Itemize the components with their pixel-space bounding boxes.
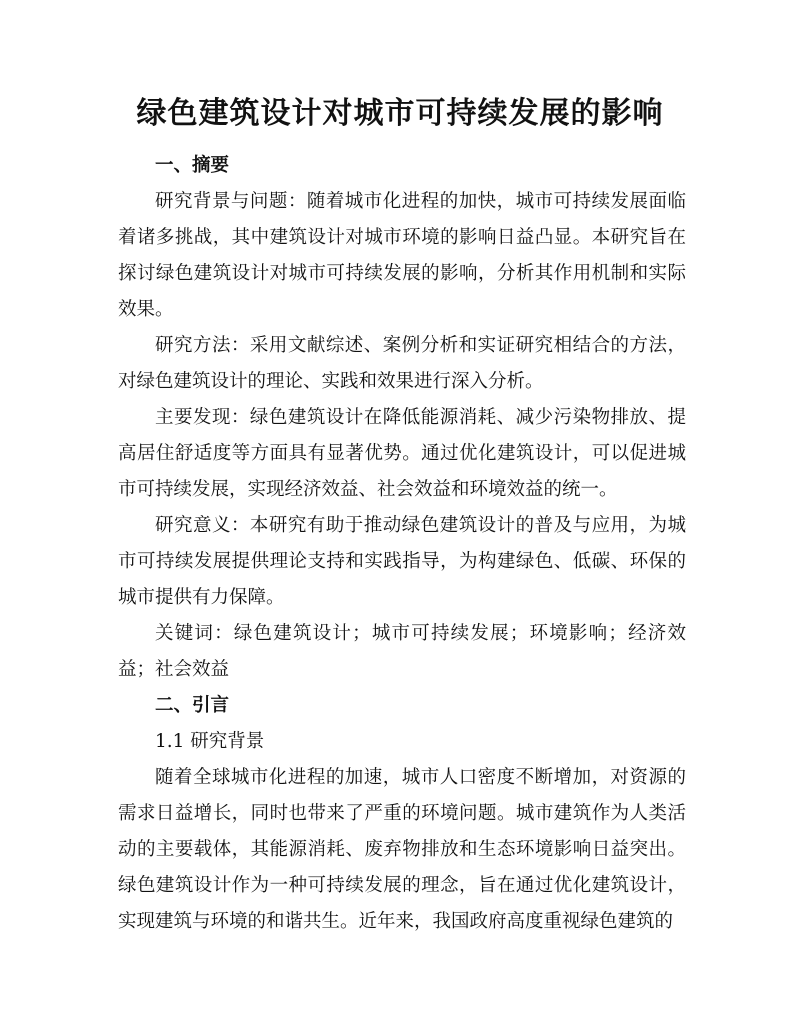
document-body xyxy=(118,148,686,940)
document-title: 绿色建筑设计对城市可持续发展的影响 xyxy=(136,96,664,131)
paragraph-method: 研究方法：采用文献综述、案例分析和实证研究相结合的方法，对绿色建筑设计的理论、实践和效果进行深入分析。 xyxy=(118,335,686,392)
paragraph-keywords: 关键词：绿色建筑设计；城市可持续发展；环境影响；经济效益；社会效益 xyxy=(118,623,686,680)
paragraph-intro-background: 随着全球城市化进程的加速，城市人口密度不断增加，对资源的需求日益增长，同时也带来了严重的环境问题。城市建筑作为人类活动的主要载体，其能源消耗、废弃物排放和生态环境影响日益突出。绿色建筑设计作为一种可持续发展的理念，旨在通过优化建筑设计，实现建筑与环境的和谐共生。近年来，我国政府高度重视绿色建筑的 xyxy=(118,767,686,932)
section-heading-abstract: 一、摘要 xyxy=(155,155,230,176)
section-heading-introduction: 二、引言 xyxy=(155,695,230,716)
paragraph-findings: 主要发现：绿色建筑设计在降低能源消耗、减少污染物排放、提高居住舒适度等方面具有显著优势。通过优化建筑设计，可以促进城市可持续发展，实现经济效益、社会效益和环境效益的统一。 xyxy=(118,407,686,500)
subsection-heading-research-background: 1.1 研究背景 xyxy=(155,731,265,752)
paragraph-significance: 研究意义：本研究有助于推动绿色建筑设计的普及与应用，为城市可持续发展提供理论支持和实践指导，为构建绿色、低碳、环保的城市提供有力保障。 xyxy=(118,515,686,608)
paragraph-background: 研究背景与问题：随着城市化进程的加快，城市可持续发展面临着诸多挑战，其中建筑设计对城市环境的影响日益凸显。本研究旨在探讨绿色建筑设计对城市可持续发展的影响，分析其作用机制和实际效果。 xyxy=(118,191,686,320)
